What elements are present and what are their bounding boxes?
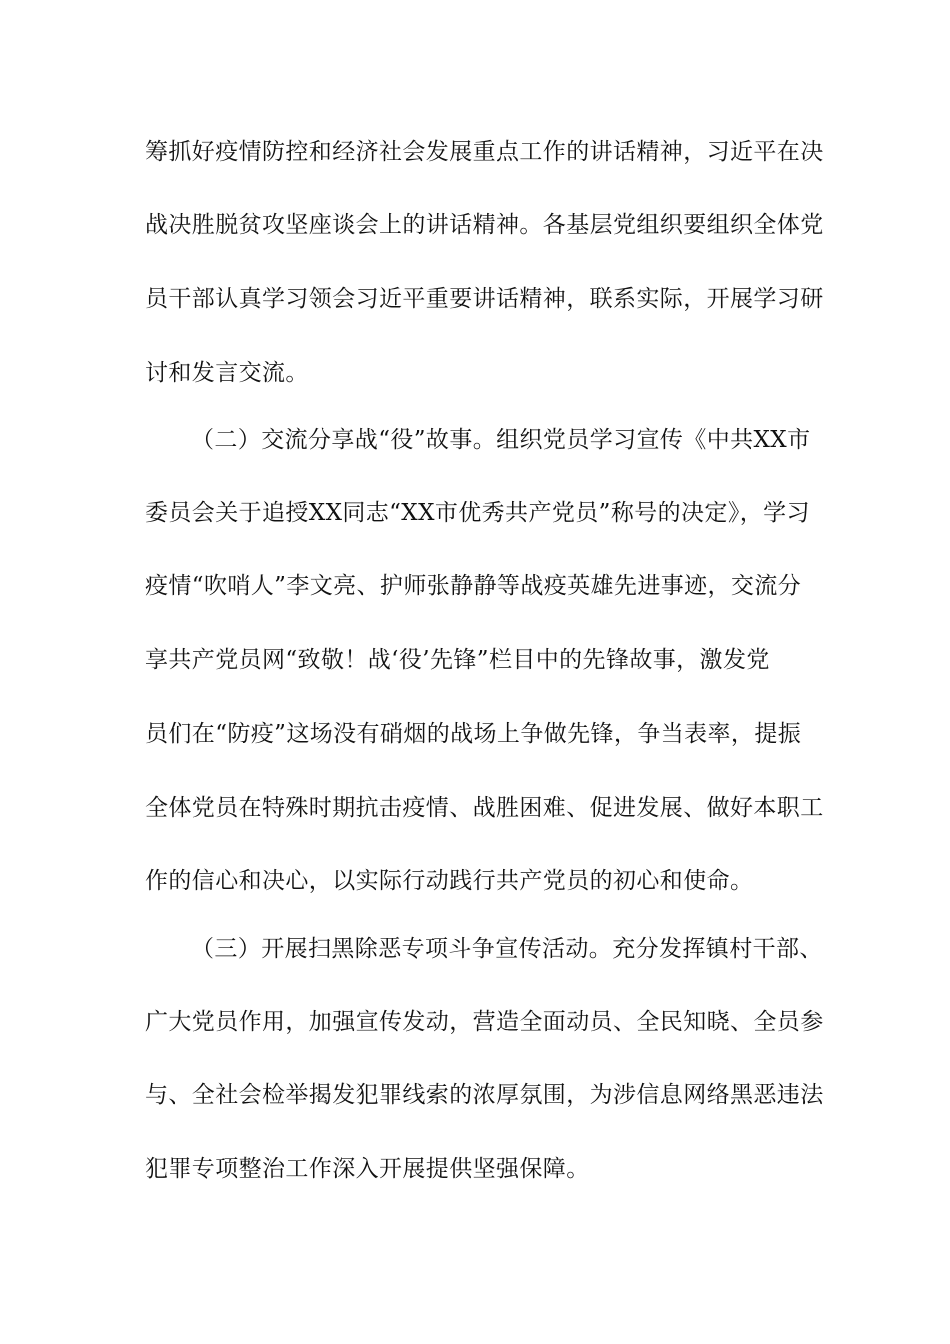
text-line: 享共产党员网“致敬！战‘役’先锋”栏目中的先锋故事，激发党 <box>145 647 770 673</box>
text-line: 战决胜脱贫攻坚座谈会上的讲话精神。各基层党组织要组织全体党 <box>145 212 824 238</box>
text-line: 与、全社会检举揭发犯罪线索的浓厚氛围，为涉信息网络黑恶违法 <box>145 1082 824 1108</box>
text-line: 委员会关于追授XX同志“XX市优秀共产党员”称号的决定》，学习 <box>145 500 810 526</box>
text-line: 讨和发言交流。 <box>145 360 309 386</box>
paragraph-3-first-line: （三）开展扫黑除恶专项斗争宣传活动。充分发挥镇村干部、 <box>191 936 823 962</box>
text-line: 筹抓好疫情防控和经济社会发展重点工作的讲话精神，习近平在决 <box>145 139 824 165</box>
text-line: 疫情“吹哨人”李文亮、护师张静静等战疫英雄先进事迹，交流分 <box>145 573 802 599</box>
text-line: 犯罪专项整治工作深入开展提供坚强保障。 <box>145 1156 590 1182</box>
paragraph-2-first-line: （二）交流分享战“役”故事。组织党员学习宣传《中共XX市 <box>191 427 811 453</box>
text-line: 员干部认真学习领会习近平重要讲话精神，联系实际，开展学习研 <box>145 286 824 312</box>
text-line: 员们在“防疫”这场没有硝烟的战场上争做先锋，争当表率，提振 <box>145 721 802 747</box>
text-line: 作的信心和决心，以实际行动践行共产党员的初心和使命。 <box>145 868 754 894</box>
text-line: 全体党员在特殊时期抗击疫情、战胜困难、促进发展、做好本职工 <box>145 795 824 821</box>
text-line: 广大党员作用，加强宣传发动，营造全面动员、全民知晓、全员参 <box>145 1009 824 1035</box>
